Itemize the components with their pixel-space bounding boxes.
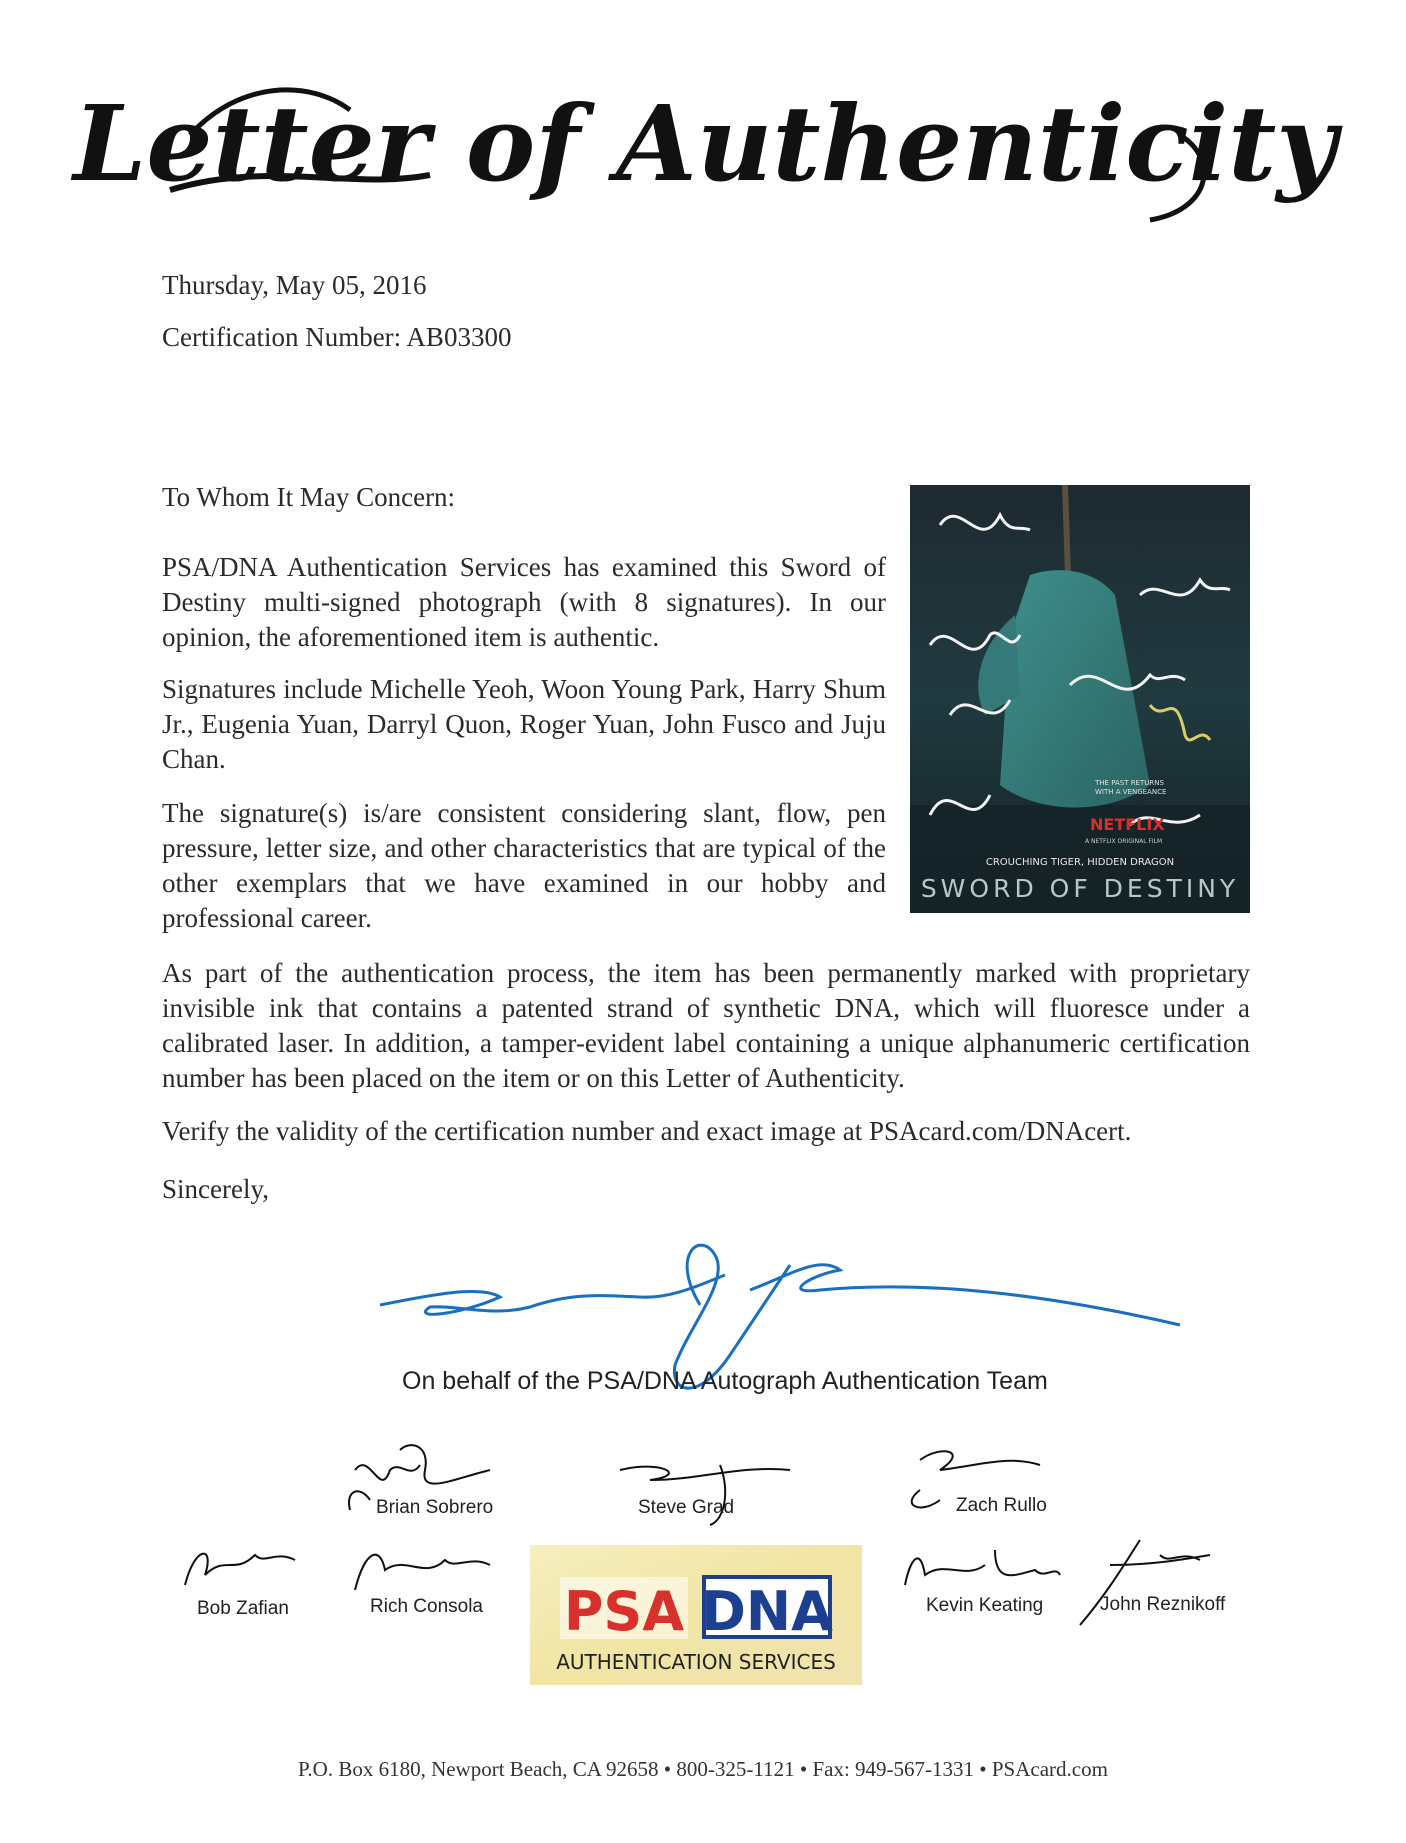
paragraph-signatures: Signatures include Michelle Yeoh, Woon Young Park, Harry Shum Jr., Eugenia Yuan, Darryl Quon, Roger Yuan, John Fusco and Juju Chan.: [162, 674, 886, 774]
certification-number: Certification Number: AB03300: [162, 322, 512, 352]
netflix-logo: NETFLIX: [1090, 815, 1165, 834]
bob-zafian-signature: [175, 1535, 305, 1605]
photo-tagline-1: THE PAST RETURNS: [1095, 779, 1164, 787]
label-caption: AUTHENTICATION SERVICES: [556, 1650, 836, 1674]
photo-subtitle: CROUCHING TIGER, HIDDEN DRAGON: [985, 857, 1175, 868]
signer-brian-sobrero: Brian Sobrero: [376, 1497, 494, 1518]
paragraph-verify: Verify the validity of the certification number and exact image at PSAcard.com/DNAcert.: [162, 1116, 1132, 1146]
psa-dna-label: [530, 1545, 862, 1685]
signer-rich-consola: Rich Consola: [370, 1596, 483, 1617]
signer-john-reznikoff: John Reznikoff: [1100, 1594, 1226, 1615]
photo-tagline-2: WITH A VENGEANCE: [1095, 788, 1167, 796]
rich-consola-signature: [345, 1535, 495, 1605]
letter-title: [73, 40, 1337, 230]
letter-date: Thursday, May 05, 2016: [162, 270, 427, 300]
paragraph-consistency: The signature(s) is/are consistent considering slant, flow, pen pressure, letter size, and other characteristics that are typical of the other exemplars that we have examined in our hobby and professional career.: [162, 798, 886, 933]
signer-steve-grad: Steve Grad: [638, 1497, 735, 1518]
footer-address: P.O. Box 6180, Newport Beach, CA 92658 • 800-325-1121 • Fax: 949-567-1331 • PSAcard.com: [298, 1757, 1108, 1781]
psa-logo-text: PSA: [563, 1580, 685, 1643]
photo-film-title: SWORD OF DESTINY: [920, 874, 1240, 903]
paragraph-dna-process: As part of the authentication process, the item has been permanently marked with proprietary invisible ink that contains a patented strand of synthetic DNA, which will fluoresce under a calibrated laser. In addition, a tamper-evident label containing a unique alphanumeric certification number has been placed on the item or on this Letter of Authenticity.: [162, 958, 1250, 1093]
photo-original-line: A NETFLIX ORIGINAL FILM: [1085, 838, 1163, 845]
signer-zach-rullo: Zach Rullo: [956, 1495, 1047, 1516]
salutation: To Whom It May Concern:: [162, 482, 456, 512]
title-text: Letter of Authenticity: [73, 82, 1337, 205]
signer-bob-zafian: Bob Zafian: [197, 1598, 289, 1619]
paragraph-examined: PSA/DNA Authentication Services has examined this Sword of Destiny multi-signed photograph (with 8 signatures). In our opinion, the aforementioned item is authentic.: [162, 552, 886, 652]
team-line: On behalf of the PSA/DNA Autograph Authentication Team: [402, 1367, 1048, 1395]
signed-photo: [910, 485, 1250, 913]
signer-kevin-keating: Kevin Keating: [926, 1595, 1044, 1616]
closing: Sincerely,: [162, 1174, 269, 1204]
dna-logo-text: DNA: [701, 1580, 833, 1643]
